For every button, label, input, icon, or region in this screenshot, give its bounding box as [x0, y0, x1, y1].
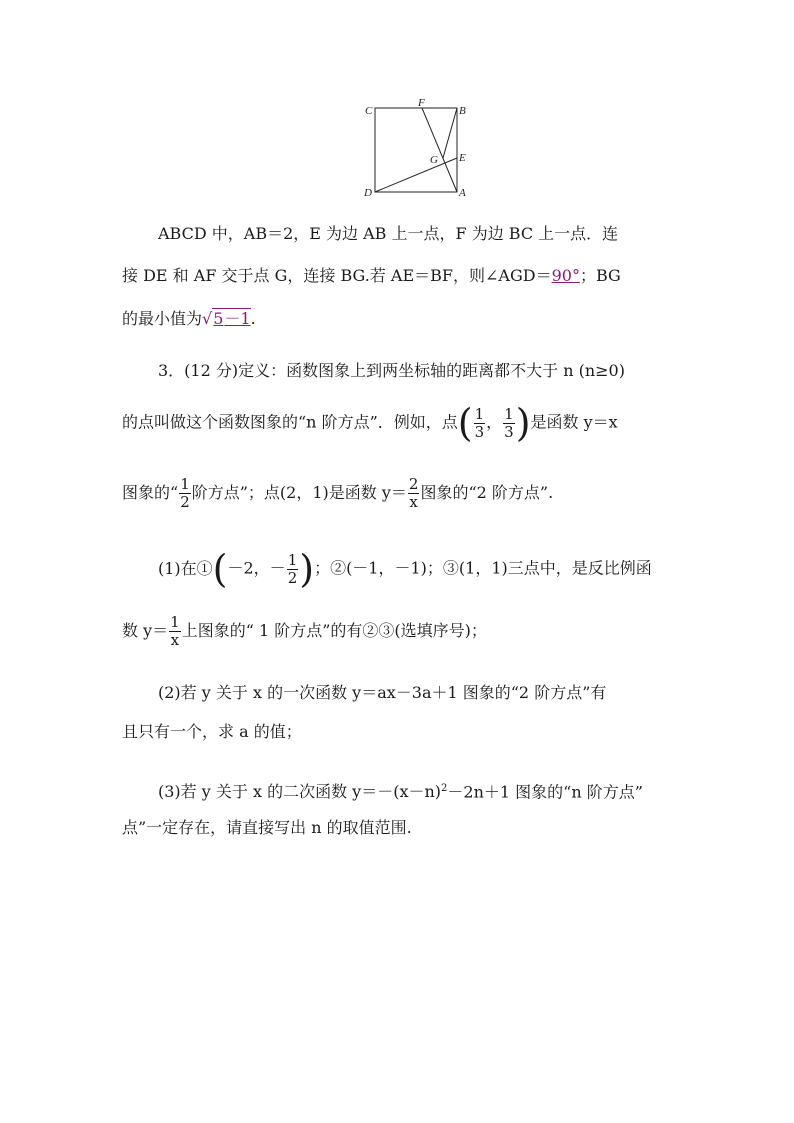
problem2-line2: 接 DE 和 AF 交于点 G，连接 BG.若 AE＝BF，则∠AGD＝90°；BG	[122, 266, 621, 285]
fraction: $\frac{1}{3}$	[474, 404, 485, 441]
problem2-line3: 的最小值为√5－1.	[122, 309, 256, 328]
part1-line1: (1)在①(－2，－ $\frac{1}{2}$ )；②(－1，－1)；③(1，1)三点中，是反比例函	[158, 547, 652, 591]
problem2-line1: ABCD 中，AB＝2，E 为边 AB 上一点，F 为边 BC 上一点．连	[158, 224, 619, 243]
fraction: $\frac{1}{x}$	[170, 613, 180, 649]
part3-line1: (3)若 y 关于 x 的二次函数 $y=-(x-n)^2-2n+1$ 图象的“n 阶方点”	[158, 782, 643, 802]
part1-line2: 数 y＝ $\frac{1}{x}$ 上图象的“ 1 阶方点”的有②③(选填序号)；	[122, 613, 487, 649]
fraction: $\frac{1}{2}$	[287, 550, 298, 587]
problem3-line3: 图象的“ $\frac{1}{2}$ 阶方点”；点(2，1)是函数 y＝ $\frac{2}{x}$ 图象的“2 阶方点”.	[122, 475, 554, 511]
problem3-line1: 3．(12 分)定义：函数图象上到两坐标轴的距离都不大于 n (n≥0)	[158, 361, 625, 380]
label-a: A	[459, 187, 466, 199]
label-d: D	[364, 187, 372, 199]
answer-bg-min: √5－1	[202, 309, 251, 328]
problem3-line2: 的点叫做这个函数图象的“n 阶方点”．例如，点( $\frac{1}{3}$ ， $\frac{1}{3}$ )是函数 y＝x	[122, 401, 618, 445]
square-abcd-figure	[360, 96, 480, 200]
fraction: $\frac{1}{2}$	[180, 475, 190, 511]
part2-line2: 且只有一个，求 a 的值；	[122, 722, 302, 741]
answer-angle: 90°	[551, 266, 580, 285]
label-c: C	[365, 105, 373, 117]
part3-line2: 点”一定存在，请直接写出 n 的取值范围.	[122, 818, 412, 837]
label-g: G	[430, 154, 438, 166]
label-e: E	[459, 152, 466, 164]
label-b: B	[459, 105, 466, 117]
fraction: $\frac{1}{3}$	[504, 404, 514, 441]
part2-line1: (2)若 y 关于 x 的一次函数 y＝ax－3a＋1 图象的“2 阶方点”有	[158, 683, 607, 702]
fraction: $\frac{2}{x}$	[408, 475, 419, 511]
label-f: F	[418, 97, 425, 109]
